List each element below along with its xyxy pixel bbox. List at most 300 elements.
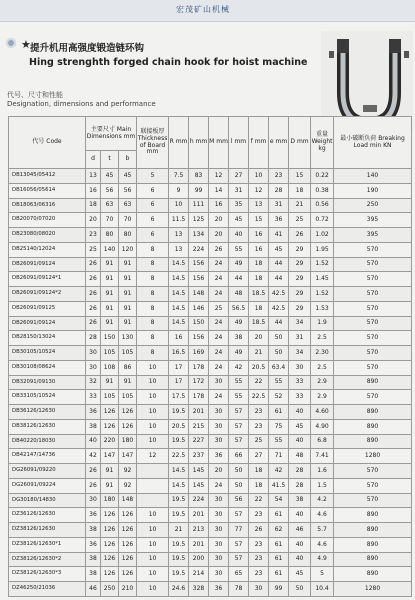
table-cell: 33: [289, 390, 311, 405]
table-cell: 83: [189, 169, 209, 184]
table-cell: 126: [119, 567, 137, 582]
table-cell: 147: [101, 449, 119, 464]
table-cell: 14.5: [169, 316, 189, 331]
table-cell: 57: [229, 552, 249, 567]
table-cell: 50: [229, 464, 249, 479]
table-cell: 30: [209, 567, 229, 582]
table-cell: 45: [119, 169, 137, 184]
table-cell: 91: [101, 464, 119, 479]
table-cell: 27: [249, 449, 269, 464]
company-logo-icon: [6, 38, 16, 48]
table-row: [9, 449, 412, 464]
table-cell: 36: [209, 449, 229, 464]
table-cell: 23: [249, 405, 269, 420]
cell-code: DB36126/12630: [9, 405, 86, 420]
table-cell: 24: [209, 478, 229, 493]
table-cell: 54: [269, 493, 289, 508]
table-cell: 25: [209, 301, 229, 316]
table-cell: 890: [334, 537, 412, 552]
table-cell: 91: [101, 316, 119, 331]
table-cell: 145: [189, 464, 209, 479]
table-cell: 126: [101, 523, 119, 538]
table-cell: 23: [249, 537, 269, 552]
table-cell: 91: [119, 287, 137, 302]
table-cell: 24: [209, 272, 229, 287]
table-cell: 41: [269, 228, 289, 243]
table-cell: 0.22: [311, 169, 334, 184]
table-cell: 570: [334, 464, 412, 479]
table-row: [9, 301, 412, 316]
table-row: [9, 316, 412, 331]
table-cell: 20.5: [169, 419, 189, 434]
table-cell: 126: [101, 552, 119, 567]
table-cell: 22.5: [249, 390, 269, 405]
table-cell: 40: [289, 552, 311, 567]
table-cell: 30: [86, 493, 101, 508]
table-cell: 28: [289, 464, 311, 479]
table-cell: 49: [229, 257, 249, 272]
table-cell: 18.5: [249, 287, 269, 302]
table-cell: 8: [137, 346, 169, 361]
table-cell: 61: [269, 405, 289, 420]
product-title-cn: 提升机用高强度锻造链环钩: [30, 43, 145, 54]
table-cell: 890: [334, 508, 412, 523]
table-cell: 328: [189, 582, 209, 597]
table-cell: 16: [86, 183, 101, 198]
table-cell: 19.5: [169, 552, 189, 567]
table-cell: 31: [229, 183, 249, 198]
table-cell: 224: [189, 242, 209, 257]
table-cell: 44: [269, 257, 289, 272]
table-cell: 8: [137, 272, 169, 287]
table-cell: 61: [269, 537, 289, 552]
cell-code: DG30180/14830: [9, 493, 86, 508]
table-cell: 48: [229, 287, 249, 302]
header-main-dimensions: 主要尺寸 Main Dimensions mm: [86, 117, 137, 151]
table-cell: 91: [101, 287, 119, 302]
table-cell: 16: [249, 228, 269, 243]
table-cell: 19.5: [169, 493, 189, 508]
header-breaking-load: 最小破断负荷 Breaking Load min KN: [334, 117, 412, 169]
table-cell: 63.4: [269, 360, 289, 375]
table-cell: 42: [269, 464, 289, 479]
table-row: [9, 552, 412, 567]
table-cell: 40: [289, 405, 311, 420]
table-cell: 55: [269, 375, 289, 390]
table-cell: 31: [269, 198, 289, 213]
table-cell: 1280: [334, 582, 412, 597]
table-cell: 10: [137, 360, 169, 375]
table-cell: 10: [137, 375, 169, 390]
table-cell: 56: [229, 493, 249, 508]
table-cell: 70: [119, 213, 137, 228]
table-cell: 890: [334, 419, 412, 434]
table-cell: 92: [119, 478, 137, 493]
table-cell: 57: [229, 508, 249, 523]
table-cell: 13: [86, 169, 101, 184]
table-cell: 91: [119, 375, 137, 390]
table-cell: 23: [269, 169, 289, 184]
table-cell: 0.72: [311, 213, 334, 228]
table-cell: 30: [249, 582, 269, 597]
table-cell: 6: [137, 228, 169, 243]
table-cell: 42: [229, 360, 249, 375]
table-cell: [137, 493, 169, 508]
table-cell: 126: [119, 419, 137, 434]
table-cell: 50: [269, 346, 289, 361]
table-row: [9, 493, 412, 508]
table-cell: 126: [101, 537, 119, 552]
company-name: 宏茂矿山机械: [176, 5, 230, 14]
table-cell: 20: [209, 464, 229, 479]
table-cell: 99: [189, 183, 209, 198]
table-cell: 50: [289, 582, 311, 597]
table-cell: 55: [229, 375, 249, 390]
table-cell: 10: [137, 567, 169, 582]
table-cell: 20.5: [249, 360, 269, 375]
table-cell: 1.5: [311, 478, 334, 493]
table-cell: 8: [137, 257, 169, 272]
table-cell: 44: [229, 272, 249, 287]
table-cell: 1.6: [311, 464, 334, 479]
table-cell: 24: [209, 390, 229, 405]
table-cell: 56: [119, 183, 137, 198]
table-cell: 26: [86, 464, 101, 479]
table-cell: 140: [101, 242, 119, 257]
table-row: [9, 508, 412, 523]
table-cell: 18: [249, 464, 269, 479]
table-cell: 6: [137, 213, 169, 228]
header-l: l mm: [229, 117, 249, 169]
header-t: t: [101, 151, 119, 169]
table-cell: 38: [229, 331, 249, 346]
cell-code: DB26091/09124*1: [9, 272, 86, 287]
table-cell: 57: [229, 419, 249, 434]
table-cell: 126: [119, 537, 137, 552]
cell-code: DB38126/12630: [9, 419, 86, 434]
header-e: e mm: [269, 117, 289, 169]
table-cell: 8: [137, 331, 169, 346]
table-cell: 34: [289, 346, 311, 361]
table-cell: 126: [101, 405, 119, 420]
specification-rows: [9, 169, 412, 597]
table-cell: 62: [269, 523, 289, 538]
table-cell: 29: [289, 272, 311, 287]
table-cell: 4.90: [311, 419, 334, 434]
table-cell: 24: [209, 346, 229, 361]
table-cell: 36: [86, 405, 101, 420]
table-cell: 44: [269, 272, 289, 287]
table-cell: 42.5: [269, 301, 289, 316]
table-cell: 395: [334, 228, 412, 243]
table-cell: 44: [269, 316, 289, 331]
table-cell: 57: [229, 537, 249, 552]
table-cell: 172: [189, 375, 209, 390]
table-cell: 27: [229, 169, 249, 184]
table-cell: 45: [101, 169, 119, 184]
table-cell: 71: [269, 449, 289, 464]
header-weight: 重量 Weight kg: [311, 117, 334, 169]
table-cell: 22: [249, 375, 269, 390]
table-cell: 38: [86, 567, 101, 582]
table-cell: 24: [209, 331, 229, 346]
table-cell: 227: [189, 434, 209, 449]
cell-code: DZ38126/12630*2: [9, 552, 86, 567]
table-cell: 24: [209, 360, 229, 375]
table-cell: 126: [119, 552, 137, 567]
header-board-thickness: 联接板厚 Thickness of Board mm: [137, 117, 169, 169]
table-cell: 14.5: [169, 287, 189, 302]
table-cell: 180: [101, 493, 119, 508]
table-cell: 178: [189, 390, 209, 405]
table-cell: 10: [169, 198, 189, 213]
table-cell: 570: [334, 257, 412, 272]
table-cell: 33: [86, 390, 101, 405]
table-cell: 45: [269, 242, 289, 257]
table-cell: 91: [101, 257, 119, 272]
table-cell: 570: [334, 331, 412, 346]
table-cell: 9: [169, 183, 189, 198]
table-cell: 30: [209, 537, 229, 552]
table-row: [9, 434, 412, 449]
table-cell: 130: [119, 331, 137, 346]
table-cell: 148: [189, 287, 209, 302]
header-h: h mm: [189, 117, 209, 169]
table-cell: 215: [189, 419, 209, 434]
table-row: [9, 198, 412, 213]
table-cell: 1.02: [311, 228, 334, 243]
table-cell: 201: [189, 405, 209, 420]
specification-table: [8, 116, 412, 597]
table-cell: 25: [249, 434, 269, 449]
table-cell: 56: [101, 183, 119, 198]
header-M: M mm: [209, 117, 229, 169]
table-cell: 46: [86, 582, 101, 597]
cell-code: DB42147/14736: [9, 449, 86, 464]
table-cell: 1280: [334, 449, 412, 464]
table-cell: 28: [289, 478, 311, 493]
product-title-en: Hing strenghth forged chain hook for hoist machine: [29, 57, 308, 68]
table-cell: 890: [334, 405, 412, 420]
table-cell: 36: [86, 537, 101, 552]
table-cell: 10: [137, 405, 169, 420]
table-cell: 156: [189, 257, 209, 272]
table-cell: 150: [189, 316, 209, 331]
header-b: b: [119, 151, 137, 169]
table-cell: 105: [119, 390, 137, 405]
table-cell: 91: [101, 478, 119, 493]
table-cell: 55: [269, 434, 289, 449]
table-cell: 14.5: [169, 301, 189, 316]
table-cell: 50: [229, 478, 249, 493]
table-cell: 237: [189, 449, 209, 464]
table-cell: 7.41: [311, 449, 334, 464]
table-cell: 126: [119, 523, 137, 538]
table-cell: 8: [137, 287, 169, 302]
table-cell: 91: [119, 257, 137, 272]
table-cell: 16: [209, 198, 229, 213]
table-cell: 30: [209, 508, 229, 523]
table-row: [9, 523, 412, 538]
table-cell: 21: [169, 523, 189, 538]
table-cell: 570: [334, 242, 412, 257]
table-cell: 30: [209, 375, 229, 390]
cell-code: DG26091/09224: [9, 478, 86, 493]
table-row: [9, 331, 412, 346]
table-cell: 24: [209, 316, 229, 331]
table-cell: 20: [249, 331, 269, 346]
table-cell: 213: [189, 523, 209, 538]
table-cell: 890: [334, 552, 412, 567]
table-cell: 134: [189, 228, 209, 243]
table-cell: 13: [249, 198, 269, 213]
cell-code: DB28150/13024: [9, 331, 86, 346]
table-cell: 33: [289, 375, 311, 390]
table-cell: 126: [101, 508, 119, 523]
table-cell: 10: [137, 434, 169, 449]
table-cell: 10: [137, 508, 169, 523]
table-cell: 91: [101, 301, 119, 316]
table-row: [9, 183, 412, 198]
table-cell: 890: [334, 567, 412, 582]
table-cell: 30: [209, 405, 229, 420]
table-cell: 40: [289, 434, 311, 449]
table-row: [9, 346, 412, 361]
table-cell: 2.9: [311, 375, 334, 390]
table-cell: 61: [269, 567, 289, 582]
table-cell: 20: [86, 213, 101, 228]
section-subtitle-en: Designation, dimensions and performance: [7, 100, 156, 108]
table-cell: 150: [101, 331, 119, 346]
table-cell: 23: [249, 419, 269, 434]
table-cell: 15: [249, 213, 269, 228]
table-cell: 30: [86, 360, 101, 375]
table-row: [9, 582, 412, 597]
table-cell: 11.5: [169, 213, 189, 228]
cell-code: DB32091/09130: [9, 375, 86, 390]
table-cell: 55: [229, 390, 249, 405]
table-row: [9, 257, 412, 272]
table-cell: 108: [101, 360, 119, 375]
table-cell: 75: [269, 419, 289, 434]
table-cell: 180: [119, 434, 137, 449]
table-cell: 10: [137, 390, 169, 405]
table-cell: 50: [269, 331, 289, 346]
table-cell: 46: [289, 523, 311, 538]
table-cell: 14.5: [169, 478, 189, 493]
table-cell: 140: [334, 169, 412, 184]
table-cell: 201: [189, 537, 209, 552]
table-cell: 41.5: [269, 478, 289, 493]
table-cell: 22: [249, 493, 269, 508]
cell-code: DB26091/09124*2: [9, 287, 86, 302]
table-cell: 8: [137, 301, 169, 316]
table-row: [9, 419, 412, 434]
header-bar: [0, 0, 415, 22]
header-R: R mm: [169, 117, 189, 169]
table-cell: 24.6: [169, 582, 189, 597]
table-row: [9, 390, 412, 405]
table-cell: 178: [189, 360, 209, 375]
header-d: d: [86, 151, 101, 169]
table-cell: 105: [119, 346, 137, 361]
table-cell: 890: [334, 523, 412, 538]
table-cell: 145: [189, 478, 209, 493]
table-cell: 23: [249, 552, 269, 567]
table-cell: 1.9: [311, 316, 334, 331]
table-cell: 570: [334, 346, 412, 361]
cell-code: DB25140/12024: [9, 242, 86, 257]
table-cell: 57: [229, 405, 249, 420]
header-D: D mm: [289, 117, 311, 169]
cell-code: DB26091/09124: [9, 316, 86, 331]
table-cell: 14.5: [169, 272, 189, 287]
table-cell: 26: [86, 301, 101, 316]
table-cell: 91: [101, 272, 119, 287]
table-cell: 1.53: [311, 301, 334, 316]
table-cell: 5: [311, 567, 334, 582]
table-cell: 35: [229, 198, 249, 213]
table-cell: 890: [334, 434, 412, 449]
table-cell: 570: [334, 493, 412, 508]
table-cell: 42.5: [269, 287, 289, 302]
table-cell: 30: [209, 493, 229, 508]
table-cell: 105: [101, 346, 119, 361]
table-cell: 29: [289, 242, 311, 257]
table-cell: 23: [249, 508, 269, 523]
table-cell: [137, 478, 169, 493]
table-cell: 2.5: [311, 331, 334, 346]
table-cell: 18: [289, 183, 311, 198]
table-row: [9, 228, 412, 243]
table-cell: 26: [86, 287, 101, 302]
table-cell: 56.5: [229, 301, 249, 316]
table-cell: 29: [289, 287, 311, 302]
table-cell: 10.4: [311, 582, 334, 597]
table-cell: 23: [249, 567, 269, 582]
table-cell: 24: [209, 257, 229, 272]
cell-code: DZ36126/12630: [9, 508, 86, 523]
table-cell: 19.5: [169, 405, 189, 420]
table-cell: 18: [249, 301, 269, 316]
table-cell: 26: [289, 228, 311, 243]
table-cell: 570: [334, 390, 412, 405]
table-cell: 29: [289, 257, 311, 272]
cell-code: DB26091/09124: [9, 257, 86, 272]
table-cell: 17.5: [169, 390, 189, 405]
table-cell: 20: [209, 213, 229, 228]
table-cell: 38: [86, 523, 101, 538]
table-cell: 570: [334, 287, 412, 302]
table-cell: 30: [209, 552, 229, 567]
table-cell: 8: [137, 242, 169, 257]
table-cell: 99: [269, 582, 289, 597]
table-cell: 18.5: [249, 316, 269, 331]
table-cell: 70: [101, 213, 119, 228]
cell-code: DB30108/08624: [9, 360, 86, 375]
table-cell: 36: [269, 213, 289, 228]
table-cell: 125: [189, 213, 209, 228]
table-cell: 80: [119, 228, 137, 243]
table-cell: 28: [86, 331, 101, 346]
table-cell: 250: [101, 582, 119, 597]
table-cell: 28: [269, 183, 289, 198]
table-cell: 570: [334, 478, 412, 493]
table-row: [9, 537, 412, 552]
table-cell: 40: [289, 537, 311, 552]
table-cell: 17: [169, 375, 189, 390]
table-cell: 4.6: [311, 537, 334, 552]
